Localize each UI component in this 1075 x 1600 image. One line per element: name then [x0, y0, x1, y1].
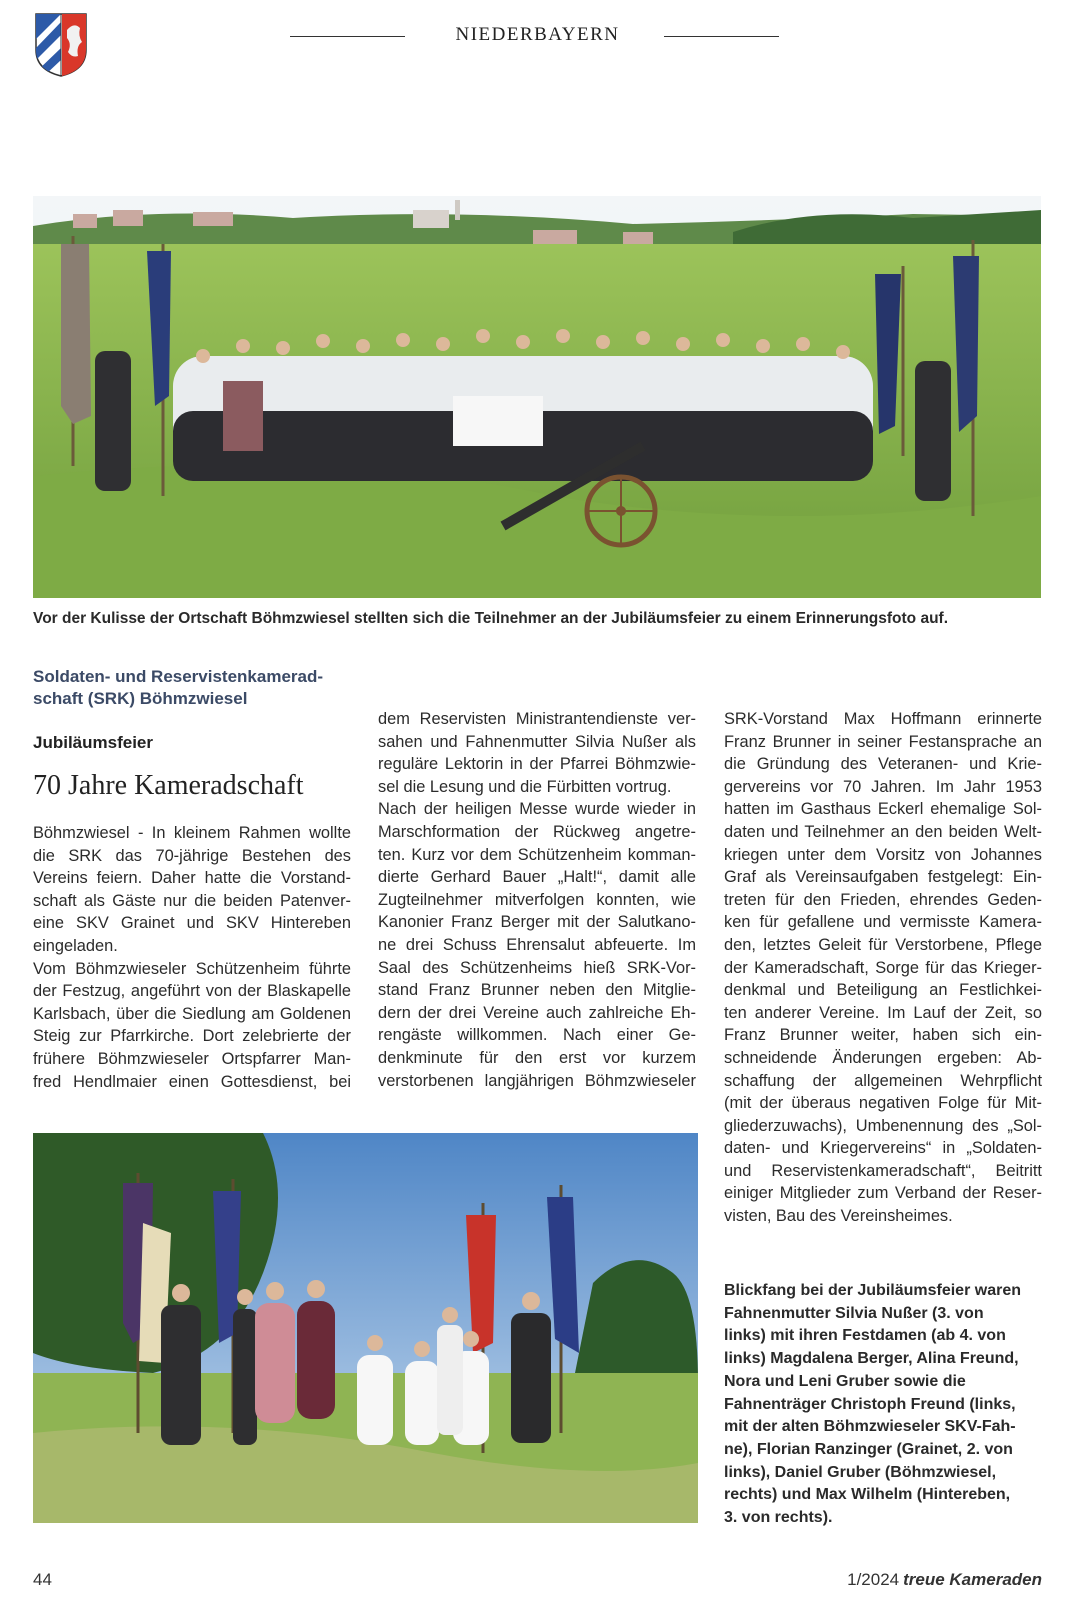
text-line: gliederzuwachs), Umbenennung des „Sol-	[724, 1116, 1042, 1135]
text-line: den, letztes Geleit für Verstorbene, Pflege	[724, 935, 1042, 954]
caption-line: 3. von rechts).	[724, 1509, 833, 1527]
text-line: dierte Gerhard Bauer „Halt!“, damit alle	[378, 868, 696, 887]
page-number: 44	[33, 1570, 52, 1589]
text-line: Nach der heiligen Messe wurde wieder in	[378, 800, 696, 819]
text-line: denkminute für den erst vor kurzem	[378, 1048, 696, 1067]
article-headline: 70 Jahre Kameradschaft	[33, 770, 304, 801]
text-line: ken für gefallene und vermisste Kamera-	[724, 913, 1042, 932]
text-line: schneidende Änderungen ergeben: Ab-	[724, 1048, 1042, 1067]
region-title: NIEDERBAYERN	[455, 24, 620, 45]
text-line: schaft als Gäste nur die beiden Patenver-	[33, 891, 351, 910]
text-line: ten anderer Vereine. Im Lauf der Zeit, so	[724, 1003, 1042, 1022]
top-photo-caption: Vor der Kulisse der Ortschaft Böhmzwiesel stellten sich die Teilnehmer an der Jubiläumsfeier zu einem Erinnerungsfoto auf.	[33, 610, 949, 627]
text-line: Franz Brunner in seiner Festansprache an	[724, 732, 1042, 751]
text-line: einiger Mitglieder zum Verband der Reser-	[724, 1184, 1042, 1203]
bottom-flag-bearers-photo	[33, 1133, 698, 1523]
text-line: reguläre Lektorin in der Pfarrei Böhmzwie-	[378, 755, 696, 774]
caption-line: mit der alten Böhmzwieseler SKV-Fah-	[724, 1418, 1016, 1436]
text-line: dern der drei Vereine auch zahlreiche Eh-	[378, 1003, 696, 1022]
article-column-2	[378, 708, 696, 1092]
text-line: Kanonier Franz Berger mit der Salutkano-	[378, 913, 696, 932]
issue-info	[847, 1570, 1042, 1590]
text-line: (mit der überaus negativen Folge für Mit-	[724, 1094, 1042, 1113]
organization-line: Soldaten- und Reservistenkamerad-	[33, 667, 324, 686]
text-line: ne drei Schuss Ehrensalut abfeuerte. Im	[378, 935, 696, 954]
caption-line: ne), Florian Ranzinger (Grainet, 2. von	[724, 1440, 1013, 1458]
text-line: gervereins vor 70 Jahren. Im Jahr 1953	[724, 777, 1042, 796]
text-line: denkmal und Beteiligung an Festlichkei-	[724, 981, 1042, 1000]
text-line: frühere Böhmzwieseler Ortspfarrer Man-	[33, 1049, 351, 1068]
text-line: Graf als Vereinsaufgaben festgelegt: Ein-	[724, 868, 1042, 887]
niederbayern-coat-of-arms-icon	[34, 12, 88, 78]
text-line: Zugteilnehmer mitverfolgen konnten, wie	[378, 890, 696, 909]
text-line: visten, Bau des Vereinsheimes.	[724, 1207, 953, 1226]
text-line: daten und Teilnehmer an den beiden Welt-	[724, 822, 1042, 841]
caption-line: Fahnenmutter Silvia Nußer (3. von	[724, 1304, 984, 1322]
caption-line: Fahnenträger Christoph Freund (links,	[724, 1395, 1016, 1413]
text-line: sahen und Fahnenmutter Silvia Nußer als	[378, 732, 696, 751]
text-line: hatten im Gasthaus Eckerl ehemalige Sol-	[724, 800, 1042, 819]
article-column-3	[724, 708, 1042, 1228]
header-rule-left	[290, 36, 405, 37]
text-line: treten für den Frieden, ehrendes Geden-	[724, 890, 1042, 909]
text-line: stand Franz Brunner neben den Mitglie-	[378, 981, 696, 1000]
text-line: fred Hendlmaier einen Gottesdienst, bei	[33, 1072, 351, 1091]
text-line: sel die Lesung und die Fürbitten vortrug.	[378, 777, 672, 796]
magazine-title: treue Kameraden	[903, 1570, 1042, 1589]
text-line: Franz Brunner weiter, haben sich ein-	[724, 1026, 1042, 1045]
text-line: schaffung der allgemeinen Wehrpflicht	[724, 1071, 1042, 1090]
caption-line: links), Daniel Gruber (Böhmzwiesel,	[724, 1463, 997, 1481]
text-line: Vom Böhmzwieseler Schützenheim führte	[33, 959, 351, 978]
article-column-1	[33, 822, 351, 1093]
text-line: der Festzug, angeführt von der Blaskapelle	[33, 982, 351, 1001]
caption-line: rechts) und Max Wilhelm (Hintereben,	[724, 1486, 1011, 1504]
text-line: und Reservistenkameradschaft“, Beitritt	[724, 1161, 1042, 1180]
text-line: Steig zur Pfarrkirche. Dort zelebrierte der	[33, 1027, 351, 1046]
top-group-photo	[33, 196, 1041, 598]
issue-number: 1/2024	[847, 1570, 900, 1589]
organization-name	[33, 666, 353, 710]
caption-line: Blickfang bei der Jubiläumsfeier waren	[724, 1282, 1021, 1299]
text-line: Karlsbach, über die Siedlung am Goldenen	[33, 1004, 351, 1023]
header-rule-right	[664, 36, 779, 37]
text-line: Marschformation der Rückweg angetre-	[378, 822, 696, 841]
text-line: eingeladen.	[33, 936, 118, 955]
article-kicker: Jubiläumsfeier	[33, 733, 153, 752]
text-line: die SRK das 70-jährige Bestehen des	[33, 846, 351, 865]
text-line: SRK-Vorstand Max Hoffmann erinnerte	[724, 710, 1042, 728]
text-line: die Gründung des Veteranen- und Krie-	[724, 755, 1042, 774]
bottom-photo-caption	[724, 1280, 1042, 1530]
text-line: kriegen unter dem Vorsitz von Johannes	[724, 845, 1042, 864]
text-line: Böhmzwiesel - In kleinem Rahmen wollte	[33, 824, 351, 842]
caption-line: links) mit ihren Festdamen (ab 4. von	[724, 1327, 1006, 1345]
text-line: dem Reservisten Ministrantendienste ver-	[378, 710, 696, 728]
caption-line: Nora und Leni Gruber sowie die	[724, 1372, 966, 1390]
text-line: verstorbenen langjährigen Böhmzwieseler	[378, 1071, 696, 1090]
caption-line: links) Magdalena Berger, Alina Freund,	[724, 1350, 1019, 1368]
text-line: ten. Kurz vor dem Schützenheim komman-	[378, 845, 696, 864]
text-line: Saal des Schützenheims hieß SRK-Vor-	[378, 958, 696, 977]
text-line: Vereins feiern. Daher hatte die Vorstand-	[33, 869, 351, 888]
text-line: daten- und Kriegervereins“ in „Soldaten-	[724, 1139, 1042, 1158]
text-line: rengäste willkommen. Nach einer Ge-	[378, 1026, 696, 1045]
organization-line: schaft (SRK) Böhmzwiesel	[33, 689, 248, 708]
text-line: eine SKV Grainet und SKV Hintereben	[33, 914, 351, 933]
text-line: der Kameradschaft, Sorge für das Krieger-	[724, 958, 1042, 977]
